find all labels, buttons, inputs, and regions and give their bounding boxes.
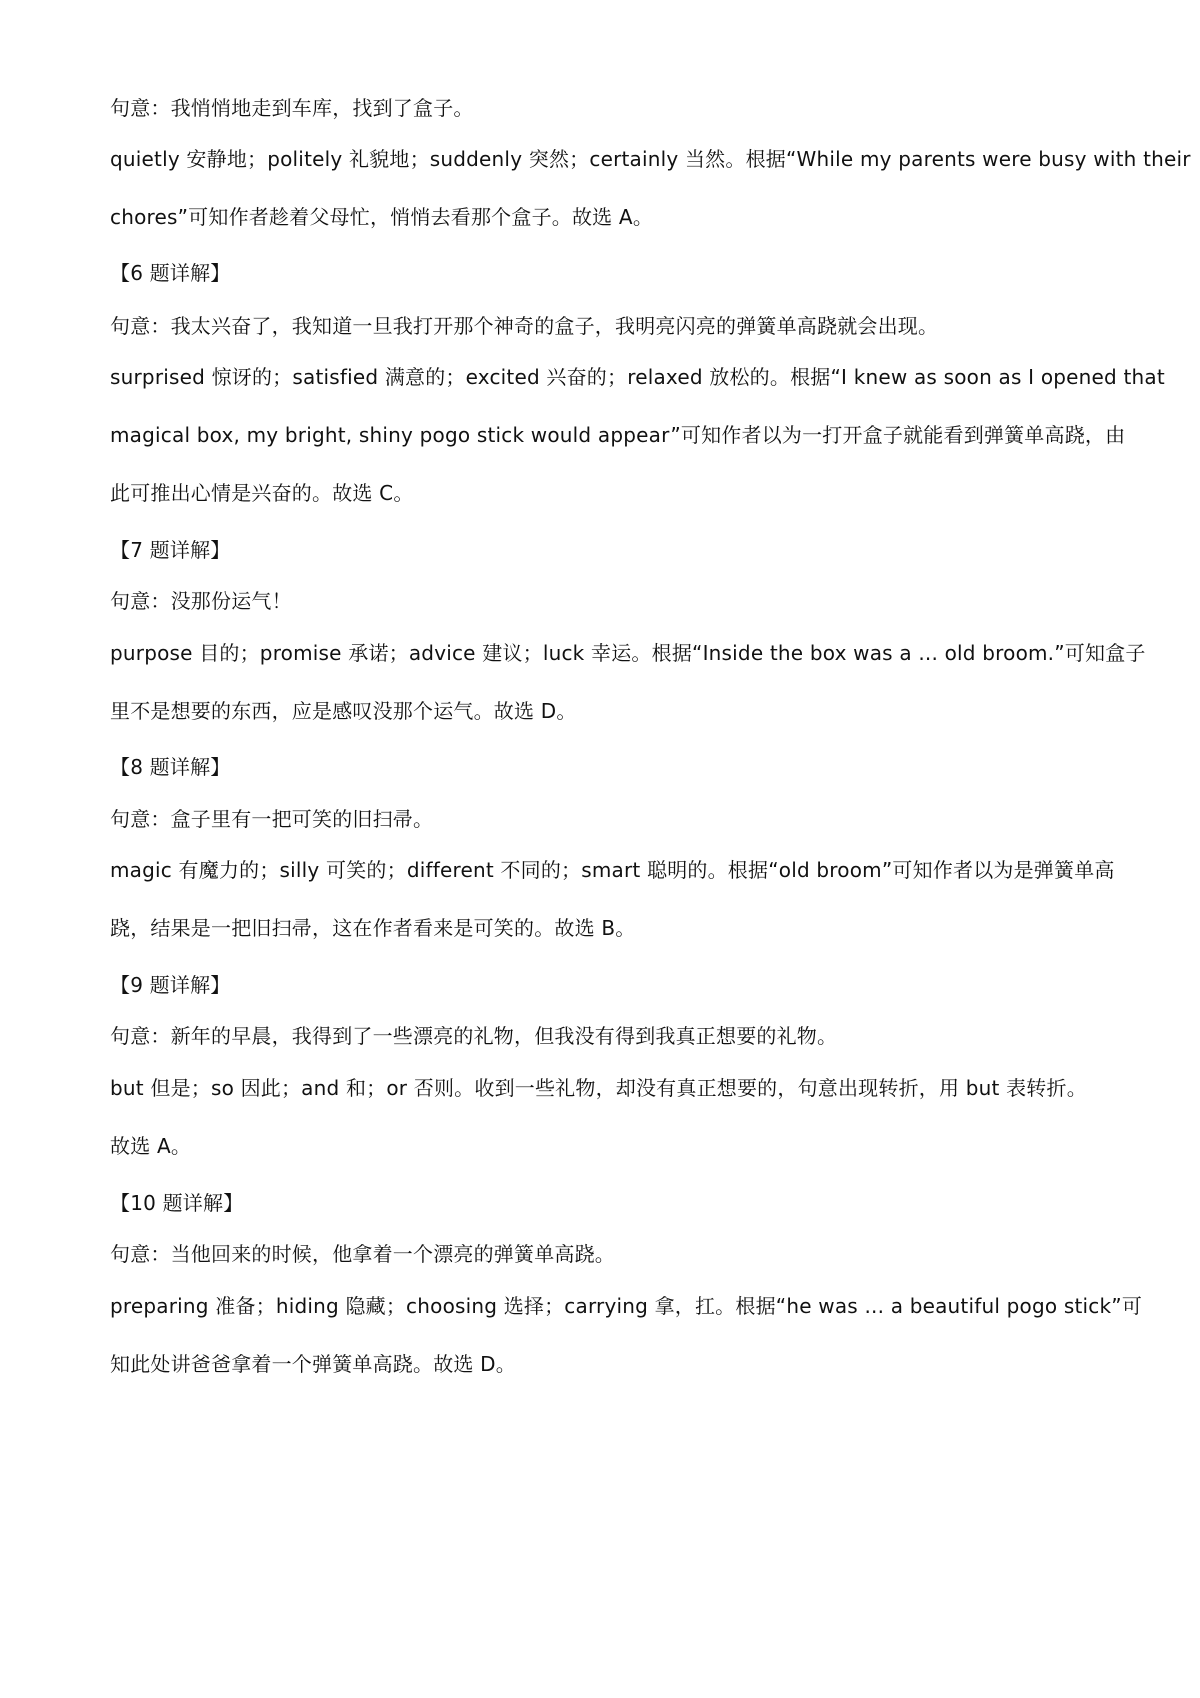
q8-sentence: 句意：盒子里有一把可笑的旧扫帚。 bbox=[110, 807, 434, 831]
q6-explanation-line1: surprised 惊讶的；satisfied 满意的；excited 兴奋的；relaxed 放松的。根据“I knew as soon as I opened that bbox=[110, 365, 1165, 389]
q6-sentence: 句意：我太兴奋了，我知道一旦我打开那个神奇的盒子，我明亮闪亮的弹簧单高跷就会出现。 bbox=[110, 314, 939, 338]
q5-explanation-line1: quietly 安静地；politely 礼貌地；suddenly 突然；certainly 当然。根据“While my parents were busy with their bbox=[110, 147, 1191, 171]
q7-explanation-line2: 里不是想要的东西，应是感叹没那个运气。故选 D。 bbox=[110, 699, 577, 723]
q10-heading: 【10 题详解】 bbox=[110, 1191, 244, 1215]
q9-explanation-line2: 故选 A。 bbox=[110, 1134, 192, 1158]
q6-explanation-line2: magical box, my bright, shiny pogo stick would appear”可知作者以为一打开盒子就能看到弹簧单高跷，由 bbox=[110, 423, 1126, 447]
q7-explanation-line1: purpose 目的；promise 承诺；advice 建议；luck 幸运。根据“Inside the box was a ... old broom.”可知盒子 bbox=[110, 641, 1146, 665]
q10-sentence: 句意：当他回来的时候，他拿着一个漂亮的弹簧单高跷。 bbox=[110, 1242, 615, 1266]
q5-explanation-line2: chores”可知作者趁着父母忙，悄悄去看那个盒子。故选 A。 bbox=[110, 205, 654, 229]
q10-explanation-line1: preparing 准备；hiding 隐藏；choosing 选择；carrying 拿，扛。根据“he was ... a beautiful pogo stick”可 bbox=[110, 1294, 1143, 1318]
q5-sentence: 句意：我悄悄地走到车库，找到了盒子。 bbox=[110, 96, 474, 120]
q9-sentence: 句意：新年的早晨，我得到了一些漂亮的礼物，但我没有得到我真正想要的礼物。 bbox=[110, 1024, 838, 1048]
q8-heading: 【8 题详解】 bbox=[110, 755, 231, 779]
q10-explanation-line2: 知此处讲爸爸拿着一个弹簧单高跷。故选 D。 bbox=[110, 1352, 516, 1376]
q9-heading: 【9 题详解】 bbox=[110, 973, 231, 997]
q7-sentence: 句意：没那份运气！ bbox=[110, 589, 292, 613]
q8-explanation-line1: magic 有魔力的；silly 可笑的；different 不同的；smart 聪明的。根据“old broom”可知作者以为是弹簧单高 bbox=[110, 858, 1115, 882]
q8-explanation-line2: 跷，结果是一把旧扫帚，这在作者看来是可笑的。故选 B。 bbox=[110, 916, 636, 940]
q6-explanation-line3: 此可推出心情是兴奋的。故选 C。 bbox=[110, 481, 414, 505]
q9-explanation-line1: but 但是；so 因此；and 和；or 否则。收到一些礼物，却没有真正想要的，句意出现转折，用 but 表转折。 bbox=[110, 1076, 1087, 1100]
q6-heading: 【6 题详解】 bbox=[110, 261, 231, 285]
q7-heading: 【7 题详解】 bbox=[110, 538, 231, 562]
